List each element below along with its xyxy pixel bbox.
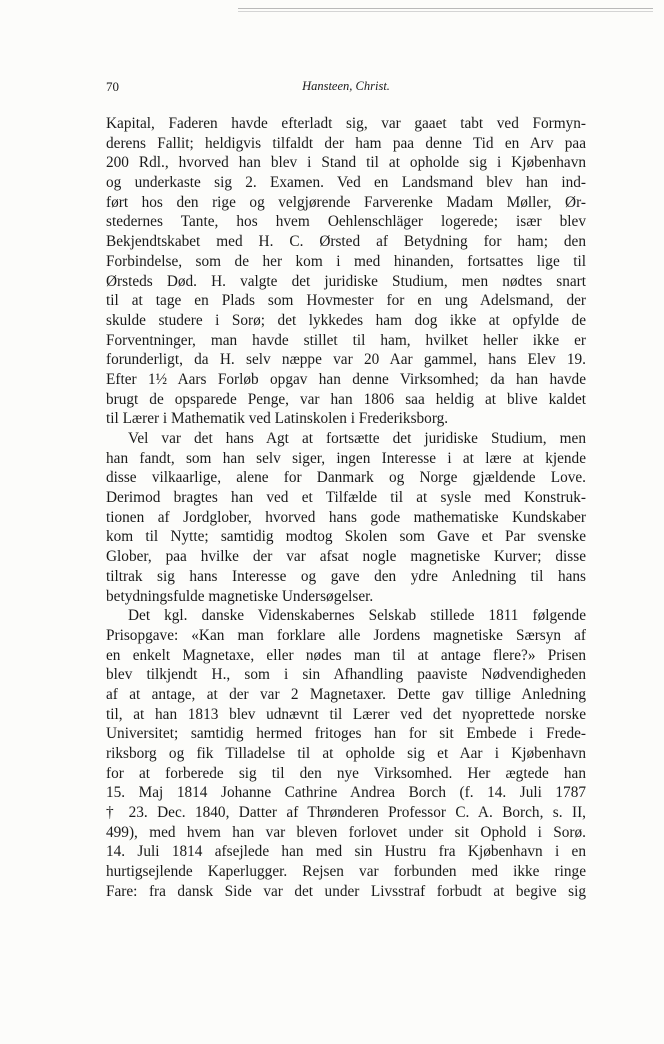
text-line: 499), med hvem han var bleven forlovet under sit Ophold i Sorø. xyxy=(106,823,586,841)
text-line: Prisopgave: «Kan man forklare alle Jordens magnetiske Særsyn af xyxy=(106,626,586,644)
text-line: Forventninger, man havde stillet til ham, hvilket heller ikke er xyxy=(106,331,586,349)
text-line: 14. Juli 1814 afsejlede han med sin Hustru fra Kjøbenhavn i en xyxy=(106,843,586,861)
body-text xyxy=(106,114,586,902)
page-header xyxy=(106,79,586,99)
text-line: Fare: fra dansk Side var det under Livsstraf forbudt at begive sig xyxy=(106,882,586,900)
text-line: Glober, paa hvilke der var afsat nogle magnetiske Kurver; disse xyxy=(106,548,586,566)
text-line: Det kgl. danske Videnskabernes Selskab stillede 1811 følgende xyxy=(128,607,586,625)
text-line: Efter 1½ Aars Forløb opgav han denne Virksomhed; da han havde xyxy=(106,370,586,388)
text-line: † 23. Dec. 1840, Datter af Thrønderen Professor C. A. Borch, s. II, xyxy=(106,804,586,822)
text-line: til at tage en Plads som Hovmester for en ung Adelsmand, der xyxy=(106,292,586,310)
text-line: til, at han 1813 blev udnævnt til Lærer ved det nyoprettede norske xyxy=(106,705,586,723)
text-line: Kapital, Faderen havde efterladt sig, var gaaet tabt ved Formyn- xyxy=(106,115,586,132)
text-line: brugt de opsparede Penge, var han 1806 saa heldig at blive kaldet xyxy=(106,390,586,408)
text-line: derens Fallit; heldigvis tilfaldt der ham paa denne Tid en Arv paa xyxy=(106,134,586,152)
text-line: hurtigsejlende Kaperlugger. Rejsen var forbunden med ikke ringe xyxy=(106,863,586,881)
text-line: Derimod bragtes han ved et Tilfælde til at sysle med Konstruk- xyxy=(106,489,586,507)
top-rule xyxy=(238,8,653,9)
text-line: kom til Nytte; samtidig modtog Skolen som Gave et Par svenske xyxy=(106,528,586,546)
running-title: Hansteen, Christ. xyxy=(302,79,390,93)
text-line: riksborg og fik Tilladelse til at opholde sig et Aar i Kjøbenhavn xyxy=(106,745,586,762)
text-line: Bekjendtskabet med H. C. Ørsted af Betydning for ham; den xyxy=(106,233,586,251)
text-line: Ørsteds Død. H. valgte det juridiske Studium, men nødtes snart xyxy=(106,272,586,290)
text-line: blev tilkjendt H., som i sin Afhandling paaviste Nødvendigheden xyxy=(106,666,586,684)
text-line: tionen af Jordglober, hvorved hans gode mathematiske Kundskaber xyxy=(106,508,586,526)
text-line: til Lærer i Mathematik ved Latinskolen i Frederiksborg. xyxy=(106,410,449,428)
text-line: Vel var det hans Agt at fortsætte det juridiske Studium, men xyxy=(128,430,586,447)
text-line: skulde studere i Sorø; det lykkedes ham dog ikke at opfylde de xyxy=(106,311,586,329)
text-line: af at antage, at der var 2 Magnetaxer. Dette gav tillige Anledning xyxy=(106,685,586,703)
text-line: en enkelt Magnetaxe, eller nødes man til at antage flere?» Prisen xyxy=(106,646,586,664)
text-line: forunderligt, da H. selv næppe var 20 Aar gammel, hans Elev 19. xyxy=(106,351,586,369)
text-line: Forbindelse, som de her kom i med hinanden, fortsattes lige til xyxy=(106,252,586,270)
text-line: stedernes Tante, hos hvem Oehlenschläger logerede; især blev xyxy=(106,213,586,231)
text-line: tiltrak sig hans Interesse og gave den ydre Anledning til hans xyxy=(106,567,586,585)
text-line: disse vilkaarlige, alene for Danmark og Norge gjældende Love. xyxy=(106,469,586,487)
text-line: han fandt, som han selv siger, ingen Interesse i at lære at kjende xyxy=(106,449,586,467)
text-line: 200 Rdl., hvorved han blev i Stand til at opholde sig i Kjøbenhavn xyxy=(106,154,586,172)
text-line: 15. Maj 1814 Johanne Cathrine Andrea Borch (f. 14. Juli 1787 xyxy=(106,784,586,802)
text-line: ført hos den rige og velgjørende Farverenke Madam Møller, Ør- xyxy=(106,193,586,211)
text-line: Universitet; samtidig hermed fritoges han for sit Embede i Frede- xyxy=(106,725,586,743)
text-line: betydningsfulde magnetiske Undersøgelser. xyxy=(106,587,374,605)
text-line: og underkaste sig 2. Examen. Ved en Landsmand blev han ind- xyxy=(106,174,586,192)
text-line: for at forberede sig til den nye Virksomhed. Her ægtede han xyxy=(106,764,586,782)
page-number: 70 xyxy=(106,79,119,94)
top-rule-secondary xyxy=(238,11,653,12)
